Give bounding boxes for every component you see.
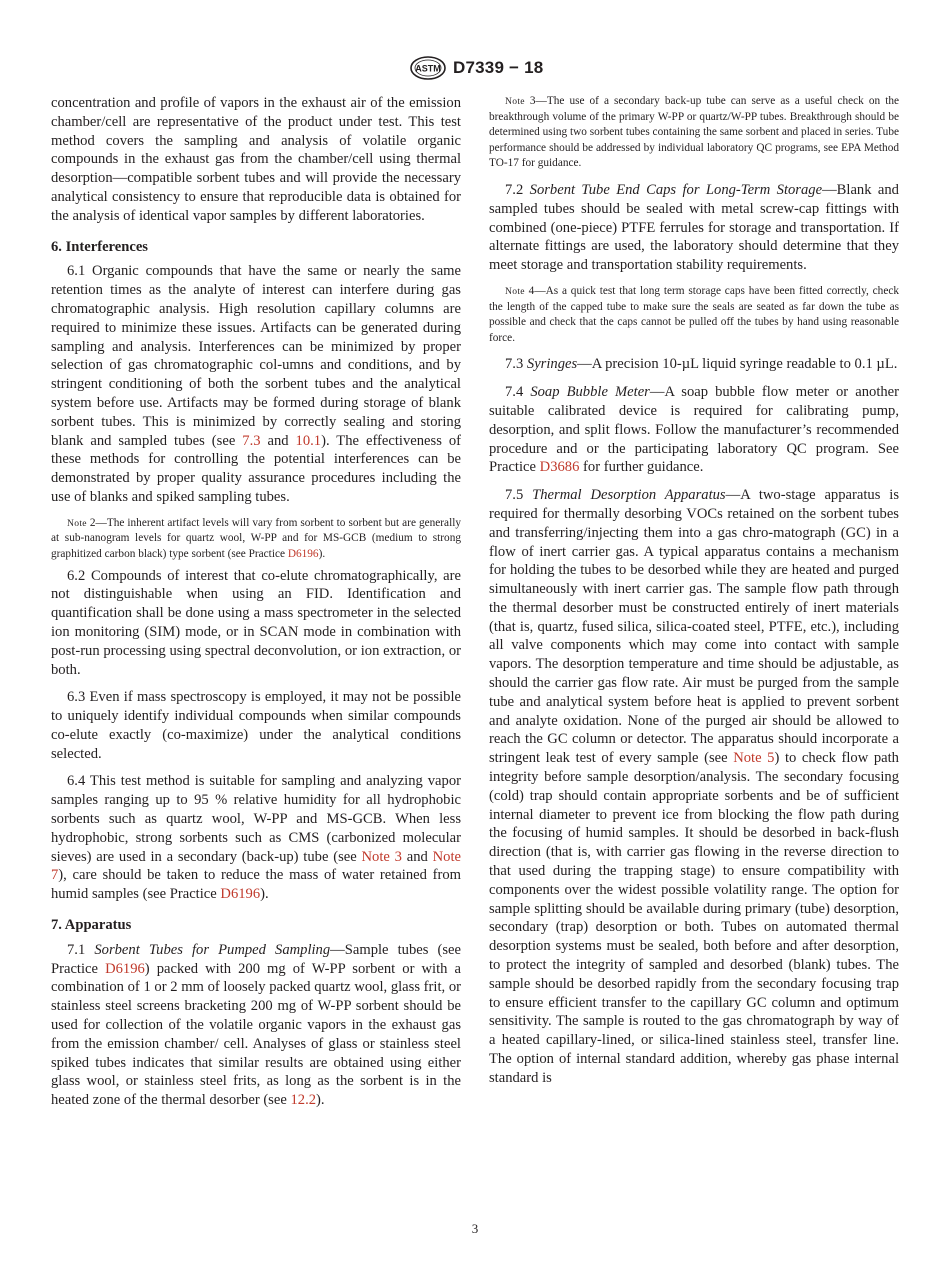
link-note-7[interactable]: Note 7 [51, 848, 461, 884]
svg-text:ASTM: ASTM [415, 63, 441, 74]
paragraph-7-2: 7.2 Sorbent Tube End Caps for Long-Term Storage—Blank and sampled tubes should be sealed with metal screw-cap fittings with combined (one-piece) PTFE ferrules for storage and transportation. If alternate fittings are used, the laboratory should determine that they meet storage and transportation stability requirements. [489, 181, 899, 274]
paragraph-6-4: 6.4 This test method is suitable for sampling and analyzing vapor samples ranging up to 95 % relative humidity for all hydrophobic sorbents such as quartz wool, W-PP and MS-GCB. When less hydrophobic, strong sorbents such as CMS (carbonized molecular sieves) are used in a secondary (back-up) tube (see Note 3 and Note 7), care should be taken to reduce the mass of water retained from humid samples (see Practice D6196). [51, 773, 461, 903]
section-6-heading: 6. Interferences [51, 238, 148, 255]
paragraph-7-1: 7.1 Sorbent Tubes for Pumped Sampling—Sample tubes (see Practice D6196) packed with 200 mg of W-PP sorbent or with a combination of 1 or 2 mm of loosely packed quartz wool, glass frit, or stainless steel screens bracketing 200 mg of W-PP sorbent should be used for collection of the volatile organic vapors in the exhaust gas from the emission chamber/ cell. Analyses of glass or stainless steel spiked tubes indicates that similar results are obtained using either glass wool, or stainless steel frits, as long as the sorbent is in the heated zone of the thermal desorber (see 12.2). [51, 941, 462, 1109]
link-d6196[interactable]: D6196 [287, 547, 319, 560]
left-column [51, 94, 461, 1110]
note-3: Note 3—The use of a secondary back-up tube can serve as a useful check on the breakthrough volume of the primary W-PP or quartz/W-PP tubes. Breakthrough should be determined using two sorbent tubes containing the same sorbent and placed in series. Tube performance should be addressed by individual laboratory QC programs, see EPA Method TO-17 for guidance. [489, 95, 899, 170]
note-4: Note 4—As a quick test that long term storage caps have been fitted correctly, check the length of the capped tube to make sure the seals are seated as far down the tube as possible and check that the caps cannot be pulled off the tubes by hand using reasonable force. [489, 284, 899, 344]
paragraph-7-3: 7.3 Syringes—A precision 10-µL liquid syringe readable to 0.1 µL. [505, 356, 898, 373]
document-designation: D7339 − 18 [453, 58, 544, 77]
link-d6196[interactable]: D6196 [105, 960, 145, 977]
paragraph-6-2: 6.2 Compounds of interest that co-elute chromatographically, are not distinguishable when using an FID. Identification and quantification shall be done using a mass spectrometer in the selected ion monitoring (SIM) mode, or in SCAN mode in combination with post-run processing using spectral deconvolution, or ion extraction, or both. [51, 567, 461, 678]
page-header [0, 56, 950, 84]
paragraph-7-4: 7.4 Soap Bubble Meter—A soap bubble flow meter or another suitable calibrated device is required for calibrating pump, desorption, and split flows. Follow the manufacturer’s recommended procedure and or the participating laboratory QC program. See Practice D3686 for further guidance. [489, 384, 900, 476]
note-2: Note 2—The inherent artifact levels will vary from sorbent to sorbent but are generally at sub-nanogram levels for quartz wool, W-PP and for MS-GCB (medium to strong graphitized carbon black) type sorbent (see Practice D6196). [51, 516, 461, 560]
astm-logo-icon [409, 56, 447, 80]
paragraph-6-3: 6.3 Even if mass spectroscopy is employed, it may not be possible to uniquely identify individual compounds when similar compounds co-elute exactly (co-maximize) under the analytical conditions selected. [51, 689, 461, 762]
link-d6196[interactable]: D6196 [220, 886, 261, 903]
link-10-1[interactable]: 10.1 [295, 432, 322, 449]
link-12-2[interactable]: 12.2 [290, 1092, 317, 1109]
right-column [489, 94, 899, 1088]
paragraph-6-1: 6.1 Organic compounds that have the same or nearly the same retention times as the analyte of interest can interfere during gas chromatographic analysis. High resolution capillary columns are required to minimize these issues. Artifacts can be generated during sampling and analysis. Interferences can be minimized by proper selection of gas chromatographic col-umns and conditions, and by stringent conditioning of both the sorbent tubes and the analytical system before use. Artifacts may be formed during storage of blank sorbent tubes. This is minimized by correctly sealing and storing blank and sampled tubes (see 7.3 and 10.1). The effectiveness of these methods for controlling the potential interferences can be demonstrated by proper quality assurance procedures including the use of blanks and spiked sampling tubes. [51, 263, 461, 505]
link-note-3[interactable]: Note 3 [361, 848, 402, 865]
intro-paragraph: concentration and profile of vapors in the exhaust air of the emission chamber/cell are representative of the product under test. This test method covers the sampling and analysis of volatile organic compounds in the exhaust gas from the chamber/cell using thermal desorption—compatible sorbent tubes and will provide the necessary analytical consistency to ensure that reproducible data is obtained for the analysis of identical vapor samples by different laboratories. [51, 95, 461, 224]
page-number: 3 [471, 1221, 479, 1236]
link-d3686[interactable]: D3686 [539, 459, 580, 476]
link-7-3[interactable]: 7.3 [242, 432, 261, 449]
paragraph-7-5: 7.5 Thermal Desorption Apparatus—A two-stage apparatus is required for thermally desorbing VOCs retained on the sorbent tubes and transferring/injecting them into a gas chro-matograph (GC) in a flow of inert carrier gas. A typical apparatus contains a mechanism for holding the tubes to be desorbed while they are heated and purged simultaneously with inert carrier gas. The sample flow path through the thermal desorber must be constructed entirely of inert materials (that is, quartz, fused silica, silica-coated steel, PTFE, etc.), including all valve components which may come into contact with sample vapors. The desorption temperature and time should be adjustable, as should the carrier gas flow rate. Air must be purged from the sample tube and analytical system before heat is applied to prevent sorbent and analyte oxidation. None of the purged air should be allowed to reach the GC column or detector. The apparatus should incorporate a stringent leak test of every sample (see Note 5) to check flow path integrity before sample desorption/analysis. The secondary focusing (cold) trap should contain appropriate sorbents and be of sufficient internal diameter to prevent ice from blocking the flow path during the focusing of humid samples. It should be desorbed in back-flush direction (that is, with carrier gas flowing in the reverse direction to that used during the trapping stage) to ensure compatibility with components over the widest possible volatility range. The option for sample splitting should be available during primary (tube) desorption, secondary (trap) desorption or both. Tubes on automated thermal desorption systems must be sealed, both before and after desorption, to protect the integrity of sampled and desorbed (blank) tubes. The sample should be desorbed rapidly from the secondary focusing trap to ensure efficient transfer to the capillary GC column and optimum sensitivity. The sample is routed to the gas chromatograph by way of a heated capillary-lined, or silica-lined stainless steel, transfer line. The option of internal standard addition, whereby gas phase internal standard is [489, 487, 899, 1086]
link-note-5[interactable]: Note 5 [733, 750, 775, 767]
section-7-heading: 7. Apparatus [51, 917, 132, 934]
